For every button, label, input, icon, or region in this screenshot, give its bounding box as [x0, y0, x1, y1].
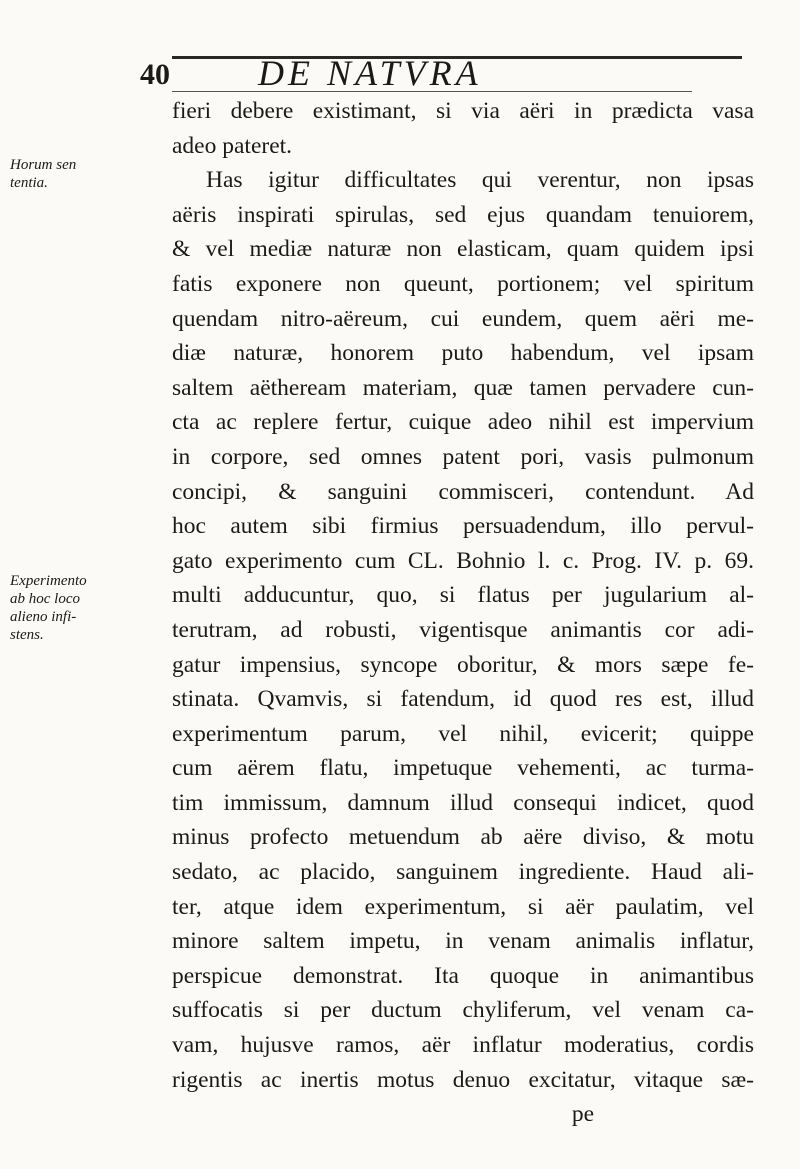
text-line: vam, hujusve ramos, aër inflatur moderatius, cordis	[172, 1032, 754, 1059]
text-line: minore saltem impetu, in venam animalis inflatur,	[172, 928, 754, 955]
text-line: quendam nitro-aëreum, cui eundem, quem aëri me-	[172, 305, 754, 332]
margin-note-experimento	[10, 572, 122, 644]
text-line: fatis exponere non queunt, portionem; vel spiritum	[172, 270, 754, 297]
margin-note-line: Experimento	[10, 573, 87, 589]
text-line: gato experimento cum CL. Bohnio l. c. Prog. IV. p. 69.	[172, 547, 754, 574]
page-number: 40	[140, 58, 170, 91]
margin-note-horum-sententia	[10, 156, 122, 192]
margin-note-line: ab hoc loco	[10, 591, 80, 607]
text-line: cta ac replere fertur, cuique adeo nihil est impervium	[172, 409, 754, 436]
text-line: hoc autem sibi firmius persuadendum, illo pervul-	[172, 513, 754, 540]
text-line: in corpore, sed omnes patent pori, vasis pulmonum	[172, 443, 754, 470]
text-line: suffocatis si per ductum chyliferum, vel venam ca-	[172, 997, 754, 1024]
text-line: gatur impensius, syncope oboritur, & mors sæpe fe-	[172, 651, 754, 678]
text-line: aëris inspirati spirulas, sed ejus quandam tenuiorem,	[172, 201, 754, 228]
text-line: cum aërem flatu, impetuque vehementi, ac turma-	[172, 755, 754, 782]
text-line: fieri debere existimant, si via aëri in prædicta vasa	[172, 98, 754, 124]
margin-note-line: Horum sen	[10, 157, 77, 173]
text-line: Has igitur difficultates qui verentur, non ipsas	[206, 167, 754, 194]
text-line: concipi, & sanguini commisceri, contendunt. Ad	[172, 478, 754, 505]
text-line: minus profecto metuendum ab aëre diviso, & motu	[172, 824, 754, 851]
catchword: pe	[571, 1101, 594, 1128]
text-line: experimentum parum, vel nihil, evicerit; quippe	[172, 720, 754, 747]
running-head: DE NATVRA	[258, 53, 482, 93]
margin-note-line: alieno infi-	[10, 609, 77, 625]
text-line: ter, atque idem experimentum, si aër paulatim, vel	[172, 893, 754, 920]
text-line: perspicue demonstrat. Ita quoque in animantibus	[172, 962, 754, 989]
text-line: rigentis ac inertis motus denuo excitatur, vitaque sæ-	[172, 1066, 754, 1093]
text-line: sedato, ac placido, sanguinem ingrediente. Haud ali-	[172, 859, 754, 886]
text-line: saltem aëtheream materiam, quæ tamen pervadere cun-	[172, 374, 754, 401]
margin-note-line: tentia.	[10, 175, 48, 191]
text-line: terutram, ad robusti, vigentisque animantis cor adi-	[172, 616, 754, 643]
body-text	[172, 94, 754, 1132]
text-line: tim immissum, damnum illud consequi indicet, quod	[172, 789, 754, 816]
margin-note-line: stens.	[10, 627, 44, 643]
text-line: & vel mediæ naturæ non elasticam, quam quidem ipsi	[172, 236, 754, 263]
text-line: diæ naturæ, honorem puto habendum, vel ipsam	[172, 340, 754, 367]
text-line: adeo pateret.	[172, 132, 293, 159]
text-line: stinata. Qvamvis, si fatendum, id quod res est, illud	[172, 686, 754, 713]
text-line: multi adducuntur, quo, si flatus per jugularium al-	[172, 582, 754, 609]
